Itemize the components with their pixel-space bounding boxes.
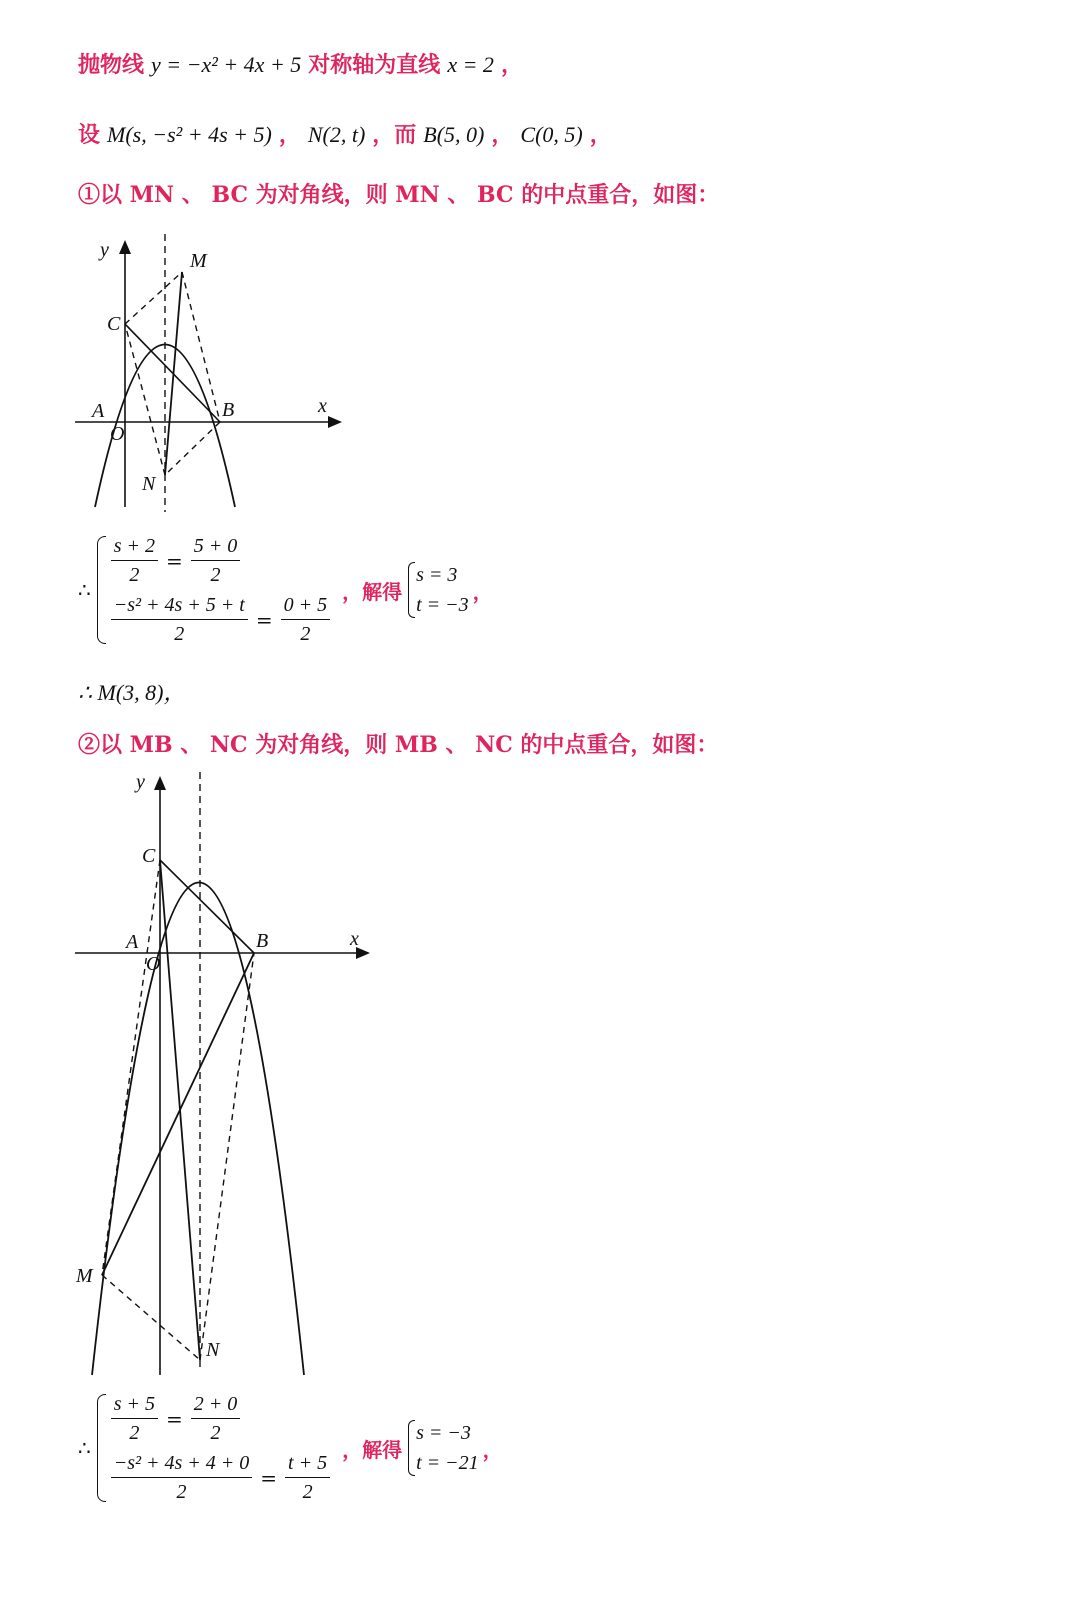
therefore-symbol: ∴: [78, 1436, 91, 1460]
label-o: O: [146, 953, 161, 975]
y-axis-arrow: [154, 776, 166, 790]
text: ，而: [372, 122, 417, 148]
solution-2: s = −3 t = −21: [408, 1418, 479, 1478]
segment-nc: [125, 324, 165, 475]
text: ，: [500, 52, 523, 78]
case1-result: ∴ M(3, 8)，: [78, 680, 186, 705]
label-m: M: [190, 250, 207, 272]
segment-mn: [102, 1275, 200, 1360]
label-m: M: [76, 1265, 93, 1287]
label-c: C: [107, 313, 121, 335]
text: 对称轴为直线: [308, 52, 441, 78]
parabola: [92, 883, 304, 1376]
solve-text: ，解得: [342, 579, 403, 604]
case2-heading: ②以 MB 、 NC 为对角线，则 MB 、 NC 的中点重合，如图：: [78, 732, 719, 758]
segment-bn: [165, 422, 220, 475]
parabola-equation: y = −x² + 4x + 5: [151, 52, 302, 77]
text: 抛物线: [78, 52, 145, 78]
label-x: x: [350, 928, 359, 950]
figure-1: [70, 232, 360, 522]
axis-equation: x = 2: [447, 52, 494, 77]
text: ，: [491, 122, 514, 148]
segment-cm: [125, 272, 182, 324]
segment-cn: [160, 860, 200, 1360]
segment-mb: [182, 272, 220, 422]
segment-nb: [200, 953, 254, 1360]
label-c: C: [142, 845, 156, 867]
label-o: O: [110, 423, 125, 445]
segment-cb: [160, 860, 254, 953]
x-axis-arrow: [328, 416, 342, 428]
label-y: y: [100, 239, 109, 261]
point-n: N(2, t): [307, 122, 366, 147]
label-a: A: [92, 400, 105, 422]
solve-text: ，解得: [342, 1437, 403, 1462]
point-b: B(5, 0): [423, 122, 485, 147]
system-1: ∴ $\frac{s + 2}{2}$ = $\frac{5 + 0}{2}$ $\frac{\text{−s² + 4s + 5 + t}}{2}$ = $\frac{0 + 5}{2}$ ，解得 s = 3 t = −3 ，: [78, 532, 493, 648]
text: ，: [589, 122, 612, 148]
point-c: C(0, 5): [520, 122, 583, 147]
therefore-symbol: ∴: [78, 578, 91, 602]
solution-1: s = 3 t = −3: [408, 560, 469, 620]
equation-2: $\frac{\text{−s² + 4s + 4 + 0}}{2}$ = $\frac{t + 5}{2}$: [107, 1449, 334, 1506]
equation-1: $\frac{s + 5}{2}$ = $\frac{2 + 0}{2}$: [107, 1390, 334, 1447]
point-m: M(s, −s² + 4s + 5): [107, 122, 272, 147]
equation-2: $\frac{\text{−s² + 4s + 5 + t}}{2}$ = $\frac{0 + 5}{2}$: [107, 591, 334, 648]
figure-2: [70, 770, 380, 1380]
label-n: N: [142, 473, 156, 495]
label-x: x: [318, 395, 327, 417]
system-2: ∴ $\frac{s + 5}{2}$ = $\frac{2 + 0}{2}$ $\frac{\text{−s² + 4s + 4 + 0}}{2}$ = $\frac{t + 5}{2}$ ，解得 s = −3 t = −21 ，: [78, 1390, 503, 1506]
case1-heading: ①以 MN 、 BC 为对角线，则 MN 、 BC 的中点重合，如图：: [78, 182, 720, 208]
segment-cb: [125, 324, 220, 422]
text: ，: [278, 122, 301, 148]
intro-line-1: [78, 48, 523, 79]
text: 设: [78, 122, 101, 148]
segment-mn: [165, 272, 182, 475]
equation-1: $\frac{s + 2}{2}$ = $\frac{5 + 0}{2}$: [107, 532, 334, 589]
label-b: B: [256, 930, 269, 952]
y-axis-arrow: [119, 240, 131, 254]
label-y: y: [136, 771, 145, 793]
intro-line-2: [78, 118, 612, 149]
label-a: A: [126, 931, 139, 953]
label-n: N: [206, 1339, 220, 1361]
label-b: B: [222, 399, 235, 421]
